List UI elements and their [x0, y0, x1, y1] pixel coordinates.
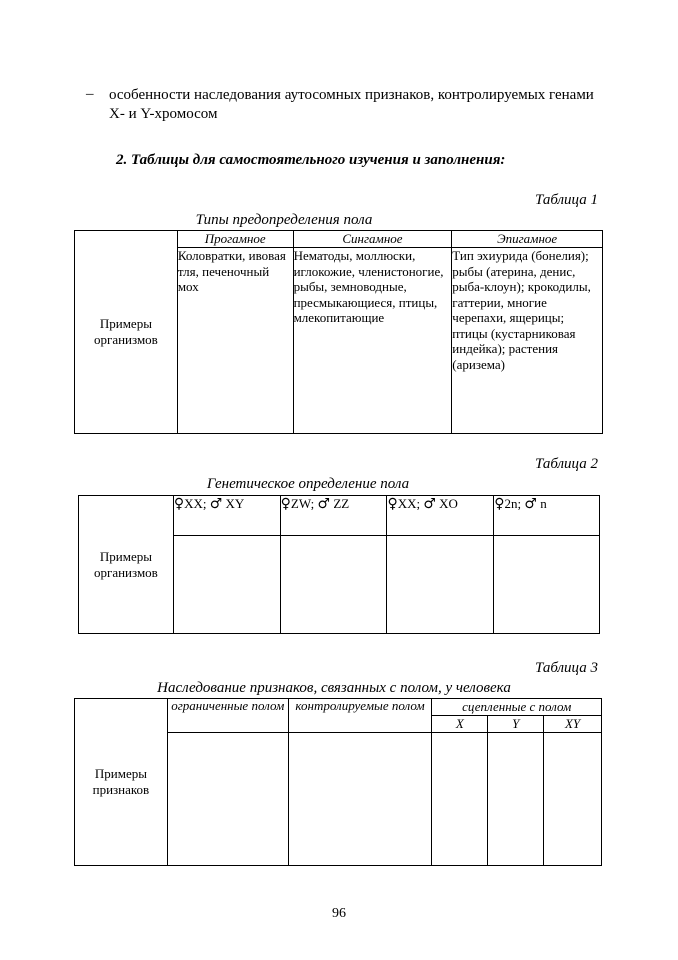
table2-col-xx-xy: [173, 496, 280, 536]
female-symbol-icon: ♀: [173, 496, 185, 512]
female-symbol-icon: ♀: [387, 496, 398, 512]
male-symbol-icon: ♂: [317, 496, 331, 512]
table3-subcol-xy: XY: [544, 716, 602, 733]
male-genotype: n: [540, 496, 547, 511]
table3-empty-cell: [167, 733, 288, 866]
table1-col-epigamic: Эпигамное: [452, 231, 603, 248]
male-symbol-icon: ♂: [524, 496, 537, 512]
table3-title: Наследование признаков, связанных с полом, у человека: [157, 680, 511, 696]
section-title: 2. Таблицы для самостоятельного изучения и заполнения:: [116, 152, 506, 168]
table3-empty-cell: [288, 733, 432, 866]
table1-label: Таблица 1: [535, 192, 598, 208]
table1-col-syngamic: Сингамное: [293, 231, 452, 248]
page-number: 96: [332, 906, 346, 921]
table1-col-progamic: Прогамное: [177, 231, 293, 248]
table2-col-zw-zz: [280, 496, 387, 536]
table3-empty-cell: [488, 733, 544, 866]
table3-empty-cell: [432, 733, 488, 866]
female-symbol-icon: ♀: [494, 496, 505, 512]
female-genotype: ZW;: [290, 496, 315, 511]
table2-empty-cell: [173, 536, 280, 634]
table1: [74, 230, 603, 434]
female-genotype: XX;: [184, 496, 207, 511]
female-symbol-icon: ♀: [280, 496, 291, 512]
table2-col-2n-n: [494, 496, 600, 536]
male-genotype: ZZ: [333, 496, 350, 511]
male-symbol-icon: ♂: [423, 496, 436, 512]
bullet-dash: –: [86, 86, 94, 102]
table3-subcol-y: Y: [488, 716, 544, 733]
table1-row-label: Примеры организмов: [75, 231, 178, 434]
table3-subcol-x: X: [432, 716, 488, 733]
table3-empty-cell: [544, 733, 602, 866]
table3-row-label: Примеры признаков: [75, 699, 168, 866]
table2-empty-cell: [494, 536, 600, 634]
male-genotype: XY: [225, 496, 245, 511]
table3-col-sex-controlled: контролируемые полом: [288, 699, 432, 733]
female-genotype: XX;: [397, 496, 421, 511]
table2: [78, 495, 600, 634]
bullet-text: особенности наследования аутосомных признаков, контролируемых генами X- и Y-хромосом: [109, 87, 594, 122]
table2-title: Генетическое определение пола: [206, 476, 410, 492]
table3: [74, 698, 602, 866]
table3-col-sex-linked: сцепленные с полом: [432, 699, 602, 716]
table3-label: Таблица 3: [535, 660, 598, 676]
table1-title: Типы предопределения пола: [195, 212, 373, 228]
female-genotype: 2n;: [504, 496, 522, 511]
table2-row-label: Примеры организмов: [79, 496, 174, 634]
male-symbol-icon: ♂: [209, 496, 223, 512]
table2-col-xx-xo: [387, 496, 494, 536]
table2-label: Таблица 2: [535, 456, 598, 472]
table1-cell-epigamic: Тип эхиурида (бонелия); рыбы (атерина, денис, рыба-клоун); крокодилы, гаттерии, многие черепахи, ящерицы; птицы (кустарниковая индейка); растения (аризема): [452, 248, 603, 434]
table2-empty-cell: [387, 536, 494, 634]
table1-cell-progamic: Коловратки, ивовая тля, печеночный мох: [177, 248, 293, 434]
table1-cell-syngamic: Нематоды, моллюски, иглокожие, членистоногие, рыбы, земноводные, пресмыкающиеся, птицы, млекопитающие: [293, 248, 452, 434]
male-genotype: XO: [439, 496, 458, 511]
table3-col-sex-limited: ограниченные полом: [167, 699, 288, 733]
table2-empty-cell: [280, 536, 387, 634]
